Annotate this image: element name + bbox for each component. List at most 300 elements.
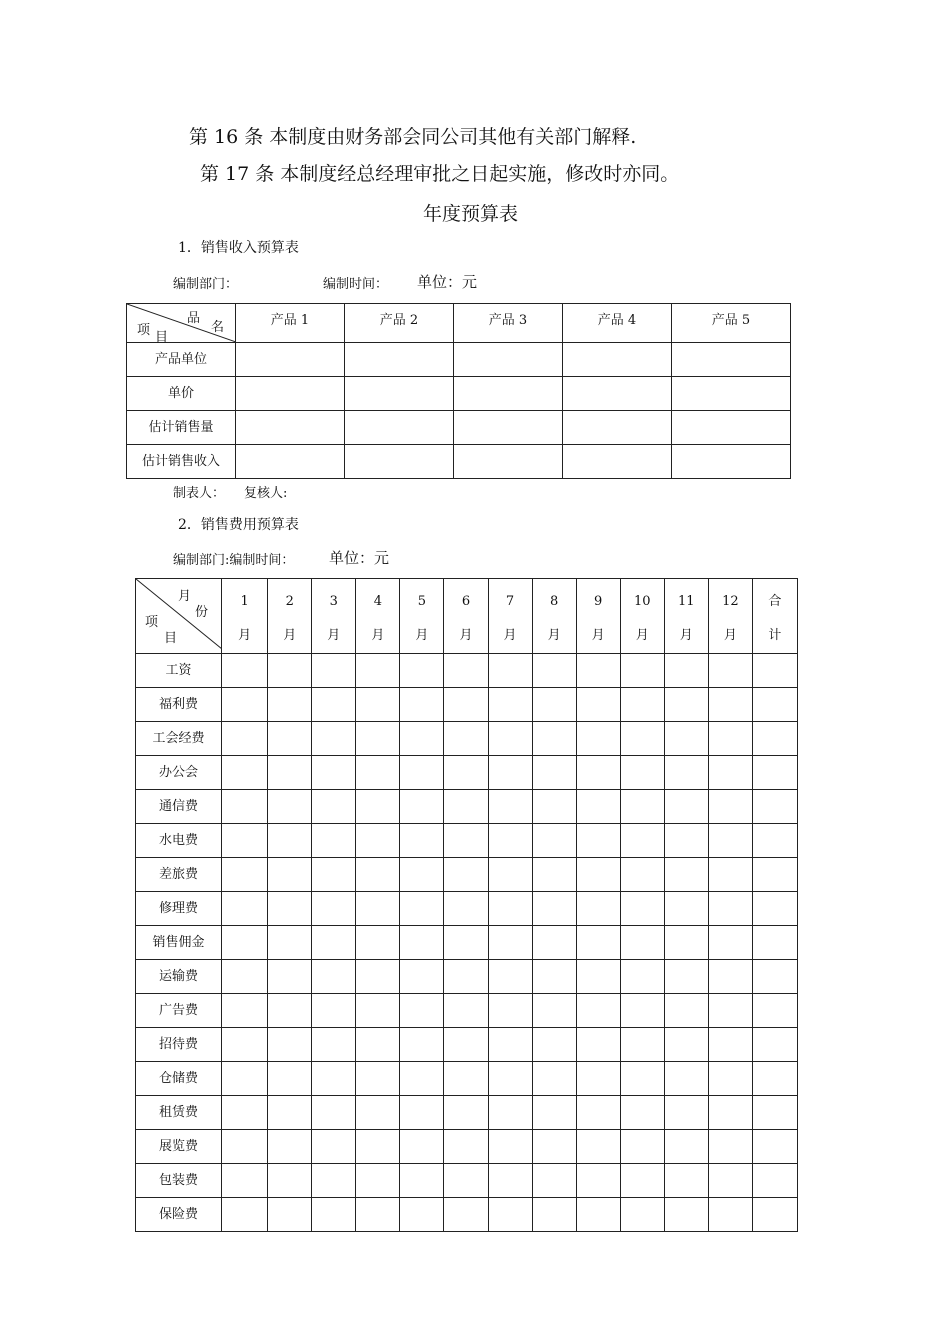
table-cell[interactable] — [222, 824, 268, 858]
table-cell[interactable] — [664, 688, 708, 722]
row-label: 保险费 — [136, 1198, 222, 1232]
table-cell[interactable] — [345, 411, 454, 445]
table-cell[interactable] — [664, 858, 708, 892]
table-cell[interactable] — [356, 824, 400, 858]
table-cell[interactable] — [576, 960, 620, 994]
table-cell[interactable] — [312, 1028, 356, 1062]
table-cell[interactable] — [752, 722, 797, 756]
row-label: 展览费 — [136, 1130, 222, 1164]
table-cell[interactable] — [620, 1028, 664, 1062]
table-cell[interactable] — [532, 926, 576, 960]
table-cell[interactable] — [620, 1062, 664, 1096]
table-cell[interactable] — [400, 858, 444, 892]
table-cell[interactable] — [576, 1062, 620, 1096]
table-cell[interactable] — [708, 1198, 752, 1232]
table-cell[interactable] — [620, 926, 664, 960]
table-cell[interactable] — [664, 994, 708, 1028]
table-cell[interactable] — [664, 722, 708, 756]
column-header — [268, 579, 312, 654]
table-cell[interactable] — [532, 1096, 576, 1130]
table-cell[interactable] — [444, 1164, 488, 1198]
table-cell[interactable] — [532, 858, 576, 892]
table-cell[interactable] — [400, 994, 444, 1028]
table-cell[interactable] — [356, 722, 400, 756]
table-cell[interactable] — [708, 892, 752, 926]
table-cell[interactable] — [672, 411, 791, 445]
table-cell[interactable] — [708, 960, 752, 994]
table-cell[interactable] — [400, 756, 444, 790]
table-cell[interactable] — [532, 1028, 576, 1062]
table-cell[interactable] — [236, 411, 345, 445]
row-label: 产品单位 — [127, 343, 236, 377]
table-cell[interactable] — [664, 1028, 708, 1062]
table-cell[interactable] — [400, 790, 444, 824]
table-cell[interactable] — [222, 858, 268, 892]
table-cell[interactable] — [752, 926, 797, 960]
table-cell[interactable] — [576, 1096, 620, 1130]
table-cell[interactable] — [664, 1164, 708, 1198]
table-cell[interactable] — [312, 858, 356, 892]
table-cell[interactable] — [563, 377, 672, 411]
table-cell[interactable] — [356, 1096, 400, 1130]
table-cell[interactable] — [345, 343, 454, 377]
table-cell[interactable] — [488, 960, 532, 994]
table-cell[interactable] — [620, 790, 664, 824]
sales-income-header-row — [127, 304, 791, 343]
table-cell[interactable] — [222, 654, 268, 688]
table-cell[interactable] — [532, 824, 576, 858]
table-cell[interactable] — [708, 654, 752, 688]
table-cell[interactable] — [236, 377, 345, 411]
clause-17: 第 17 条 本制度经总经理审批之日起实施，修改时亦同。 — [200, 163, 680, 185]
table-cell[interactable] — [664, 790, 708, 824]
column-header-top: 5 — [417, 594, 427, 609]
table-cell[interactable] — [400, 1164, 444, 1198]
table-cell[interactable] — [400, 960, 444, 994]
row-label: 销售佣金 — [136, 926, 222, 960]
table-cell[interactable] — [576, 1164, 620, 1198]
table-cell[interactable] — [488, 858, 532, 892]
table-cell[interactable] — [672, 343, 791, 377]
table-cell[interactable] — [488, 688, 532, 722]
sales-income-unit-label: 单位：元 — [417, 273, 478, 291]
table-cell[interactable] — [312, 1096, 356, 1130]
table-cell[interactable] — [400, 1028, 444, 1062]
table-cell[interactable] — [664, 756, 708, 790]
table-cell[interactable] — [620, 1130, 664, 1164]
table-cell[interactable] — [752, 858, 797, 892]
table-cell[interactable] — [752, 1130, 797, 1164]
row-label: 租赁费 — [136, 1096, 222, 1130]
table-cell[interactable] — [268, 756, 312, 790]
table-cell[interactable] — [312, 892, 356, 926]
table-row — [136, 756, 798, 790]
table-cell[interactable] — [752, 1198, 797, 1232]
column-header-top: 11 — [678, 594, 695, 609]
table-cell[interactable] — [488, 1198, 532, 1232]
table-cell[interactable] — [664, 654, 708, 688]
table-cell[interactable] — [268, 1130, 312, 1164]
table-cell[interactable] — [620, 1164, 664, 1198]
table-cell[interactable] — [576, 824, 620, 858]
table-cell[interactable] — [268, 892, 312, 926]
table-cell[interactable] — [576, 926, 620, 960]
table-cell[interactable] — [356, 756, 400, 790]
table-cell[interactable] — [488, 994, 532, 1028]
table-cell[interactable] — [222, 1028, 268, 1062]
table-row — [136, 790, 798, 824]
table-cell[interactable] — [400, 926, 444, 960]
row-label: 工会经费 — [136, 722, 222, 756]
column-header — [664, 579, 708, 654]
footer-reviewer-label: 复核人: — [244, 486, 288, 501]
table-cell[interactable] — [620, 858, 664, 892]
table-cell[interactable] — [532, 994, 576, 1028]
table-cell[interactable] — [563, 343, 672, 377]
table-cell[interactable] — [236, 445, 345, 479]
table-cell[interactable] — [268, 994, 312, 1028]
table-cell[interactable] — [268, 1198, 312, 1232]
column-header-bottom: 月 — [635, 628, 649, 643]
table-cell[interactable] — [708, 1130, 752, 1164]
table-cell[interactable] — [532, 892, 576, 926]
table-cell[interactable] — [532, 756, 576, 790]
table-cell[interactable] — [312, 994, 356, 1028]
table-cell[interactable] — [444, 756, 488, 790]
table-row — [136, 1028, 798, 1062]
table-cell[interactable] — [356, 892, 400, 926]
table-row — [136, 960, 798, 994]
table-cell[interactable] — [356, 1062, 400, 1096]
table-cell[interactable] — [268, 858, 312, 892]
table-cell[interactable] — [222, 926, 268, 960]
table-cell[interactable] — [576, 1130, 620, 1164]
table-cell[interactable] — [444, 688, 488, 722]
table-cell[interactable] — [752, 1028, 797, 1062]
column-header — [708, 579, 752, 654]
table-cell[interactable] — [664, 926, 708, 960]
table-cell[interactable] — [708, 1164, 752, 1198]
row-label: 估计销售收入 — [127, 445, 236, 479]
table-cell[interactable] — [222, 994, 268, 1028]
table-cell[interactable] — [708, 1062, 752, 1096]
table-cell[interactable] — [620, 1096, 664, 1130]
table-cell[interactable] — [444, 892, 488, 926]
table-cell[interactable] — [664, 1198, 708, 1232]
table-row — [136, 1096, 798, 1130]
table-cell[interactable] — [488, 1062, 532, 1096]
table-cell[interactable] — [576, 858, 620, 892]
table-cell[interactable] — [752, 790, 797, 824]
column-header-top: 9 — [594, 594, 603, 609]
table-cell[interactable] — [672, 445, 791, 479]
table-cell[interactable] — [576, 688, 620, 722]
table-cell[interactable] — [488, 926, 532, 960]
table-cell[interactable] — [708, 1028, 752, 1062]
table-cell[interactable] — [356, 858, 400, 892]
table-cell[interactable] — [576, 1028, 620, 1062]
table-cell[interactable] — [708, 858, 752, 892]
table-cell[interactable] — [620, 994, 664, 1028]
row-label: 仓储费 — [136, 1062, 222, 1096]
table-cell[interactable] — [752, 892, 797, 926]
table-cell[interactable] — [620, 654, 664, 688]
table-cell[interactable] — [532, 1198, 576, 1232]
sales-expense-corner-cell — [136, 579, 222, 654]
table-cell[interactable] — [444, 926, 488, 960]
table-cell[interactable] — [356, 1164, 400, 1198]
table-cell[interactable] — [620, 892, 664, 926]
row-label: 通信费 — [136, 790, 222, 824]
table-cell[interactable] — [268, 688, 312, 722]
table-cell[interactable] — [708, 688, 752, 722]
table-cell[interactable] — [222, 790, 268, 824]
table-cell[interactable] — [752, 654, 797, 688]
table-cell[interactable] — [576, 756, 620, 790]
table-cell[interactable] — [752, 1164, 797, 1198]
table-cell[interactable] — [444, 722, 488, 756]
table-cell[interactable] — [222, 1198, 268, 1232]
table-cell[interactable] — [708, 994, 752, 1028]
table-cell[interactable] — [400, 722, 444, 756]
row-label: 单价 — [127, 377, 236, 411]
table-cell[interactable] — [268, 1062, 312, 1096]
corner-label: 名 — [211, 320, 225, 335]
table-cell[interactable] — [268, 722, 312, 756]
table-cell[interactable] — [400, 654, 444, 688]
table-cell[interactable] — [752, 1096, 797, 1130]
table-cell[interactable] — [312, 1198, 356, 1232]
table-cell[interactable] — [708, 756, 752, 790]
column-header-bottom: 月 — [547, 628, 561, 643]
table-cell[interactable] — [752, 1062, 797, 1096]
column-header-bottom: 月 — [679, 628, 693, 643]
corner-label: 品 — [187, 311, 201, 326]
table-cell[interactable] — [576, 654, 620, 688]
sales-expense-heading: 2．销售费用预算表 — [178, 517, 299, 533]
table-cell[interactable] — [268, 960, 312, 994]
table-cell[interactable] — [268, 790, 312, 824]
table-cell[interactable] — [222, 722, 268, 756]
table-cell[interactable] — [222, 1130, 268, 1164]
table-cell[interactable] — [576, 892, 620, 926]
table-cell[interactable] — [454, 343, 563, 377]
table-cell[interactable] — [222, 1062, 268, 1096]
table-cell[interactable] — [532, 1164, 576, 1198]
table-cell[interactable] — [444, 858, 488, 892]
table-cell[interactable] — [222, 1096, 268, 1130]
sales-income-heading: 1．销售收入预算表 — [178, 240, 299, 256]
table-cell[interactable] — [454, 445, 563, 479]
table-cell[interactable] — [312, 824, 356, 858]
table-cell[interactable] — [312, 926, 356, 960]
row-label: 水电费 — [136, 824, 222, 858]
table-cell[interactable] — [620, 824, 664, 858]
table-cell[interactable] — [444, 1198, 488, 1232]
table-cell[interactable] — [400, 688, 444, 722]
table-cell[interactable] — [454, 411, 563, 445]
table-cell[interactable] — [488, 892, 532, 926]
table-cell[interactable] — [356, 688, 400, 722]
table-cell[interactable] — [356, 926, 400, 960]
table-cell[interactable] — [708, 790, 752, 824]
column-header — [444, 579, 488, 654]
table-cell[interactable] — [563, 445, 672, 479]
table-cell[interactable] — [222, 960, 268, 994]
table-cell[interactable] — [576, 994, 620, 1028]
table-cell[interactable] — [356, 1198, 400, 1232]
column-header — [532, 579, 576, 654]
row-label: 估计销售量 — [127, 411, 236, 445]
table-cell[interactable] — [312, 722, 356, 756]
table-cell[interactable] — [488, 756, 532, 790]
table-cell[interactable] — [345, 445, 454, 479]
corner-label: 份 — [195, 605, 209, 620]
table-cell[interactable] — [312, 960, 356, 994]
table-cell[interactable] — [444, 824, 488, 858]
table-cell[interactable] — [664, 824, 708, 858]
table-cell[interactable] — [236, 343, 345, 377]
table-cell[interactable] — [444, 1028, 488, 1062]
table-cell[interactable] — [400, 1096, 444, 1130]
table-cell[interactable] — [620, 688, 664, 722]
table-cell[interactable] — [532, 722, 576, 756]
table-row — [127, 343, 791, 377]
table-cell[interactable] — [312, 1164, 356, 1198]
table-cell[interactable] — [444, 1062, 488, 1096]
column-header-bottom: 月 — [327, 628, 341, 643]
table-cell[interactable] — [532, 654, 576, 688]
table-cell[interactable] — [488, 722, 532, 756]
table-cell[interactable] — [400, 1062, 444, 1096]
table-cell[interactable] — [400, 892, 444, 926]
table-cell[interactable] — [400, 1130, 444, 1164]
column-header-bottom: 月 — [503, 628, 517, 643]
column-header-bottom: 月 — [459, 628, 473, 643]
table-cell[interactable] — [620, 722, 664, 756]
table-cell[interactable] — [532, 688, 576, 722]
table-cell[interactable] — [672, 377, 791, 411]
table-cell[interactable] — [576, 790, 620, 824]
table-cell[interactable] — [576, 1198, 620, 1232]
table-cell[interactable] — [752, 960, 797, 994]
table-cell[interactable] — [664, 892, 708, 926]
table-cell[interactable] — [356, 654, 400, 688]
table-cell[interactable] — [356, 1130, 400, 1164]
table-cell[interactable] — [356, 1028, 400, 1062]
table-cell[interactable] — [400, 824, 444, 858]
column-header-top: 7 — [505, 594, 515, 609]
table-cell[interactable] — [488, 1164, 532, 1198]
table-cell[interactable] — [268, 1096, 312, 1130]
table-cell[interactable] — [532, 1062, 576, 1096]
column-header-bottom: 计 — [768, 628, 782, 643]
table-cell[interactable] — [532, 790, 576, 824]
column-header — [356, 579, 400, 654]
table-cell[interactable] — [664, 1062, 708, 1096]
table-cell[interactable] — [356, 790, 400, 824]
table-cell[interactable] — [268, 1164, 312, 1198]
table-cell[interactable] — [708, 824, 752, 858]
table-cell[interactable] — [532, 1130, 576, 1164]
table-cell[interactable] — [488, 790, 532, 824]
table-cell[interactable] — [444, 1096, 488, 1130]
table-cell[interactable] — [752, 756, 797, 790]
column-header-bottom: 月 — [415, 628, 429, 643]
table-cell[interactable] — [345, 377, 454, 411]
table-cell[interactable] — [752, 994, 797, 1028]
column-header: 产品 1 — [236, 304, 345, 343]
table-cell[interactable] — [268, 824, 312, 858]
table-cell[interactable] — [268, 654, 312, 688]
table-cell[interactable] — [488, 1096, 532, 1130]
table-row — [136, 1062, 798, 1096]
table-cell[interactable] — [620, 960, 664, 994]
table-cell[interactable] — [664, 1096, 708, 1130]
table-cell[interactable] — [312, 756, 356, 790]
table-cell[interactable] — [444, 654, 488, 688]
table-cell[interactable] — [312, 790, 356, 824]
table-cell[interactable] — [532, 960, 576, 994]
sales-income-dept-label: 编制部门： — [173, 277, 239, 292]
table-row — [136, 1198, 798, 1232]
table-cell[interactable] — [312, 1130, 356, 1164]
table-cell[interactable] — [268, 926, 312, 960]
corner-label: 月 — [178, 589, 192, 604]
table-cell[interactable] — [563, 411, 672, 445]
corner-label: 目 — [164, 631, 178, 646]
table-cell[interactable] — [708, 1096, 752, 1130]
table-cell[interactable] — [488, 1130, 532, 1164]
table-cell[interactable] — [488, 1028, 532, 1062]
table-cell[interactable] — [312, 654, 356, 688]
row-label: 办公会 — [136, 756, 222, 790]
table-cell[interactable] — [268, 1028, 312, 1062]
column-header-bottom: 月 — [723, 628, 737, 643]
sales-income-corner-cell — [127, 304, 236, 343]
table-cell[interactable] — [356, 994, 400, 1028]
table-cell[interactable] — [488, 654, 532, 688]
column-header — [222, 579, 268, 654]
table-cell[interactable] — [222, 688, 268, 722]
table-cell[interactable] — [312, 1062, 356, 1096]
table-cell[interactable] — [752, 824, 797, 858]
column-header-top: 6 — [461, 594, 471, 609]
table-cell[interactable] — [708, 722, 752, 756]
table-cell[interactable] — [752, 688, 797, 722]
table-cell[interactable] — [356, 960, 400, 994]
table-cell[interactable] — [454, 377, 563, 411]
table-cell[interactable] — [664, 1130, 708, 1164]
table-cell[interactable] — [222, 756, 268, 790]
table-cell[interactable] — [400, 1198, 444, 1232]
table-cell[interactable] — [444, 994, 488, 1028]
table-cell[interactable] — [444, 790, 488, 824]
table-cell[interactable] — [222, 892, 268, 926]
table-cell[interactable] — [222, 1164, 268, 1198]
sales-income-table — [126, 303, 791, 479]
table-cell[interactable] — [620, 1198, 664, 1232]
table-cell[interactable] — [444, 1130, 488, 1164]
table-cell[interactable] — [620, 756, 664, 790]
table-cell[interactable] — [664, 960, 708, 994]
table-cell[interactable] — [708, 926, 752, 960]
table-cell[interactable] — [488, 824, 532, 858]
table-cell[interactable] — [312, 688, 356, 722]
table-cell[interactable] — [576, 722, 620, 756]
table-cell[interactable] — [444, 960, 488, 994]
table-row — [136, 994, 798, 1028]
